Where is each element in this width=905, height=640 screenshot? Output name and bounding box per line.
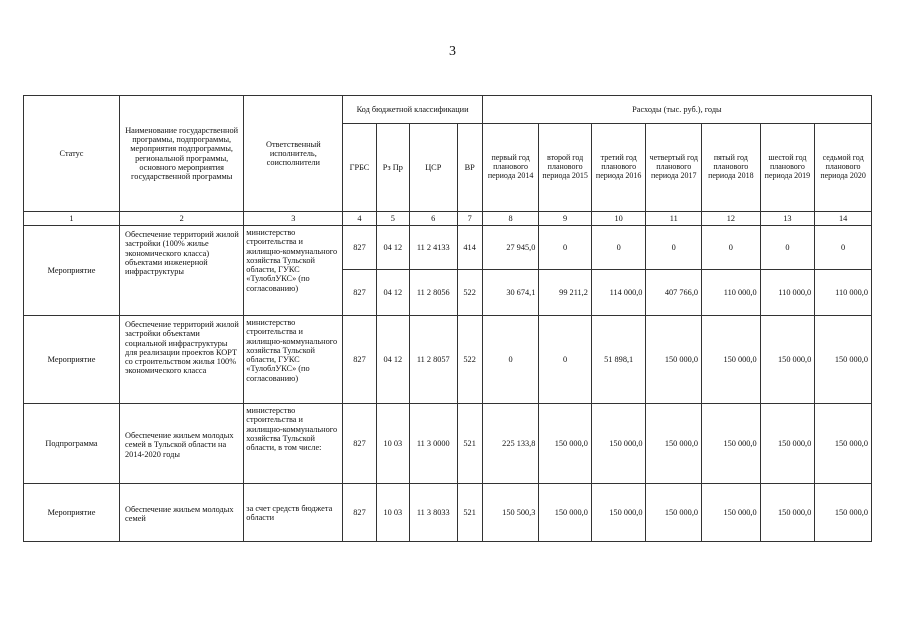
cell-rzpr: 10 03 <box>376 484 409 542</box>
column-number: 8 <box>482 212 539 226</box>
cell-grbs: 827 <box>343 270 376 316</box>
cell-value: 150 000,0 <box>539 404 592 484</box>
table-row <box>24 316 872 404</box>
cell-vr: 521 <box>457 404 482 484</box>
cell-value: 150 000,0 <box>702 484 761 542</box>
cell-value: 150 000,0 <box>646 484 702 542</box>
cell-rzpr: 04 12 <box>376 226 409 270</box>
cell-rzpr: 04 12 <box>376 316 409 404</box>
header-vr: ВР <box>457 124 482 212</box>
cell-value: 0 <box>482 316 539 404</box>
row-status: Подпрограмма <box>24 404 120 484</box>
header-year: первый год планового периода 2014 <box>482 124 539 212</box>
cell-value: 150 000,0 <box>760 404 815 484</box>
table-row <box>24 226 872 270</box>
column-number: 10 <box>591 212 646 226</box>
cell-value: 99 211,2 <box>539 270 592 316</box>
cell-value: 0 <box>702 226 761 270</box>
column-number: 4 <box>343 212 376 226</box>
row-name: Обеспечение территорий жилой застройки (100% жилье экономического класса) объектами инженерной инфраструктуры <box>120 226 244 316</box>
cell-value: 407 766,0 <box>646 270 702 316</box>
cell-value: 150 000,0 <box>815 484 872 542</box>
cell-value: 0 <box>815 226 872 270</box>
header-year: седьмой год планового периода 2020 <box>815 124 872 212</box>
cell-value: 225 133,8 <box>482 404 539 484</box>
cell-value: 114 000,0 <box>591 270 646 316</box>
column-number-row <box>24 212 872 226</box>
cell-vr: 522 <box>457 316 482 404</box>
cell-grbs: 827 <box>343 404 376 484</box>
column-number: 14 <box>815 212 872 226</box>
table-row <box>24 404 872 484</box>
cell-value: 150 000,0 <box>539 484 592 542</box>
header-responsible: Ответственный исполнитель, соисполнители <box>244 96 343 212</box>
cell-vr: 521 <box>457 484 482 542</box>
cell-value: 0 <box>760 226 815 270</box>
cell-value: 150 000,0 <box>760 484 815 542</box>
cell-value: 0 <box>539 226 592 270</box>
cell-vr: 522 <box>457 270 482 316</box>
row-name: Обеспечение территорий жилой застройки объектами социальной инфраструктуры для реализации проектов КОРТ со строительством жилья 100% экономического класса <box>120 316 244 404</box>
table-row <box>24 484 872 542</box>
header-csr: ЦСР <box>410 124 457 212</box>
row-name: Обеспечение жильем молодых семей в Тульской области на 2014-2020 годы <box>120 404 244 484</box>
header-year: четвертый год планового периода 2017 <box>646 124 702 212</box>
cell-csr: 11 2 8057 <box>410 316 457 404</box>
row-status: Мероприятие <box>24 484 120 542</box>
header-year: второй год планового периода 2015 <box>539 124 592 212</box>
column-number: 13 <box>760 212 815 226</box>
header-row-top <box>24 96 872 124</box>
header-year: шестой год планового периода 2019 <box>760 124 815 212</box>
budget-table <box>23 95 872 542</box>
header-name: Наименование государственной программы, подпрограммы, мероприятия подпрограммы, региональной программы, основного мероприятия государственной программы <box>120 96 244 212</box>
cell-value: 150 500,3 <box>482 484 539 542</box>
row-name: Обеспечение жильем молодых семей <box>120 484 244 542</box>
row-status: Мероприятие <box>24 226 120 316</box>
header-grbs: ГРБС <box>343 124 376 212</box>
cell-value: 150 000,0 <box>702 316 761 404</box>
cell-grbs: 827 <box>343 484 376 542</box>
cell-value: 150 000,0 <box>815 404 872 484</box>
cell-value: 150 000,0 <box>591 484 646 542</box>
column-number: 2 <box>120 212 244 226</box>
cell-value: 0 <box>591 226 646 270</box>
cell-grbs: 827 <box>343 316 376 404</box>
cell-value: 150 000,0 <box>702 404 761 484</box>
header-year: пятый год планового периода 2018 <box>702 124 761 212</box>
cell-value: 150 000,0 <box>591 404 646 484</box>
row-responsible: министерство строительства и жилищно-коммунального хозяйства Тульской области, ГУКС «ТулоблУКС» (по согласованию) <box>244 226 343 316</box>
cell-rzpr: 04 12 <box>376 270 409 316</box>
column-number: 12 <box>702 212 761 226</box>
cell-value: 0 <box>539 316 592 404</box>
cell-csr: 11 3 0000 <box>410 404 457 484</box>
cell-rzpr: 10 03 <box>376 404 409 484</box>
cell-value: 27 945,0 <box>482 226 539 270</box>
row-responsible: за счет средств бюджета области <box>244 484 343 542</box>
cell-value: 0 <box>646 226 702 270</box>
cell-value: 150 000,0 <box>815 316 872 404</box>
column-number: 1 <box>24 212 120 226</box>
row-responsible: министерство строительства и жилищно-коммунального хозяйства Тульской области, в том числе: <box>244 404 343 484</box>
cell-value: 150 000,0 <box>646 404 702 484</box>
cell-value: 110 000,0 <box>702 270 761 316</box>
header-rzpr: Рз Пр <box>376 124 409 212</box>
column-number: 6 <box>410 212 457 226</box>
cell-csr: 11 2 8056 <box>410 270 457 316</box>
cell-value: 150 000,0 <box>646 316 702 404</box>
row-responsible: министерство строительства и жилищно-коммунального хозяйства Тульской области, ГУКС «ТулоблУКС» (по согласованию) <box>244 316 343 404</box>
header-year: третий год планового периода 2016 <box>591 124 646 212</box>
header-budget-code: Код бюджетной классификации <box>343 96 482 124</box>
cell-value: 51 898,1 <box>591 316 646 404</box>
cell-value: 110 000,0 <box>760 270 815 316</box>
column-number: 7 <box>457 212 482 226</box>
cell-vr: 414 <box>457 226 482 270</box>
header-status: Статус <box>24 96 120 212</box>
cell-value: 110 000,0 <box>815 270 872 316</box>
column-number: 5 <box>376 212 409 226</box>
row-status: Мероприятие <box>24 316 120 404</box>
page-number: 3 <box>449 44 456 59</box>
cell-csr: 11 2 4133 <box>410 226 457 270</box>
cell-value: 30 674,1 <box>482 270 539 316</box>
column-number: 9 <box>539 212 592 226</box>
cell-grbs: 827 <box>343 226 376 270</box>
column-number: 3 <box>244 212 343 226</box>
cell-csr: 11 3 8033 <box>410 484 457 542</box>
cell-value: 150 000,0 <box>760 316 815 404</box>
header-expenses: Расходы (тыс. руб.), годы <box>482 96 871 124</box>
column-number: 11 <box>646 212 702 226</box>
